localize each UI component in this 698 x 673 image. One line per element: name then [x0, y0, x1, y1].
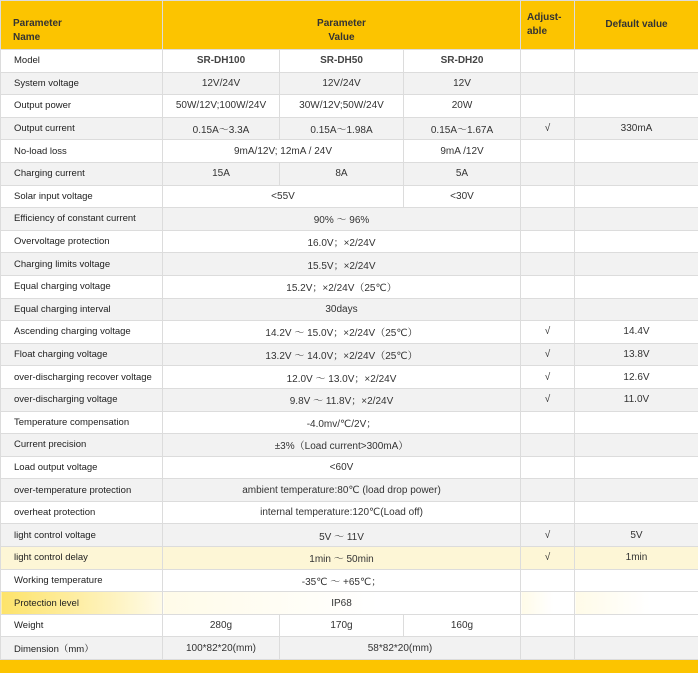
- adjustable-cell: [521, 95, 575, 118]
- row-label: Solar input voltage: [1, 185, 163, 208]
- value-cell: <30V: [404, 185, 521, 208]
- table-row: [1, 117, 698, 140]
- value-cell: 9mA /12V: [404, 140, 521, 163]
- table-row: [1, 230, 698, 253]
- adjustable-cell: [521, 208, 575, 231]
- table-row: [1, 321, 698, 344]
- row-label: Overvoltage protection: [1, 230, 163, 253]
- value-cell: 12V/24V: [163, 72, 280, 95]
- default-value-cell: [575, 95, 698, 118]
- value-cell: ambient temperature:80℃ (load drop power): [163, 479, 521, 502]
- default-value-cell: 12.6V: [575, 366, 698, 389]
- default-value-cell: [575, 50, 698, 73]
- adjustable-cell: [521, 637, 575, 660]
- row-label: light control delay: [1, 547, 163, 570]
- row-label: Efficiency of constant current: [1, 208, 163, 231]
- row-label: Temperature compensation: [1, 411, 163, 434]
- row-label: Model: [1, 50, 163, 73]
- table-row: [1, 343, 698, 366]
- header-adjustable: Adjust- able: [521, 1, 575, 50]
- model-sr-dh20: SR-DH20: [404, 50, 521, 73]
- value-cell: 20W: [404, 95, 521, 118]
- checkmark-icon: √: [521, 321, 575, 344]
- row-label: Charging limits voltage: [1, 253, 163, 276]
- footer-accent-bar: [0, 660, 698, 673]
- row-label: Output current: [1, 117, 163, 140]
- checkmark-icon: √: [521, 343, 575, 366]
- header-default-value: Default value: [575, 1, 698, 50]
- default-value-cell: 1min: [575, 547, 698, 570]
- table-row: [1, 275, 698, 298]
- row-label: over-discharging voltage: [1, 388, 163, 411]
- adjustable-cell: [521, 501, 575, 524]
- checkmark-icon: √: [521, 547, 575, 570]
- row-label: No-load loss: [1, 140, 163, 163]
- row-label: Protection level: [1, 592, 163, 615]
- value-cell: 13.2V ～ 14.0V；×2/24V（25℃）: [163, 343, 521, 366]
- default-value-cell: [575, 185, 698, 208]
- default-value-cell: 14.4V: [575, 321, 698, 344]
- value-cell: 0.15A～1.98A: [280, 117, 404, 140]
- row-label: over-temperature protection: [1, 479, 163, 502]
- table-row: [1, 434, 698, 457]
- adjustable-cell: [521, 162, 575, 185]
- value-cell: 280g: [163, 614, 280, 637]
- adjustable-cell: [521, 185, 575, 208]
- table-row: [1, 140, 698, 163]
- table-row: [1, 388, 698, 411]
- default-value-cell: [575, 479, 698, 502]
- default-value-cell: [575, 208, 698, 231]
- adjustable-cell: [521, 140, 575, 163]
- default-value-cell: [575, 275, 698, 298]
- value-cell: 8A: [280, 162, 404, 185]
- table-row: [1, 253, 698, 276]
- table-row: [1, 479, 698, 502]
- adjustable-cell: [521, 72, 575, 95]
- adjustable-cell: [521, 275, 575, 298]
- table-row: [1, 501, 698, 524]
- value-cell: 90% ～ 96%: [163, 208, 521, 231]
- default-value-cell: 13.8V: [575, 343, 698, 366]
- value-cell: <55V: [163, 185, 404, 208]
- row-label: Equal charging voltage: [1, 275, 163, 298]
- value-cell: 12V: [404, 72, 521, 95]
- default-value-cell: [575, 411, 698, 434]
- value-cell: 12.0V ～ 13.0V；×2/24V: [163, 366, 521, 389]
- table-row: [1, 72, 698, 95]
- table-row: [1, 298, 698, 321]
- checkmark-icon: √: [521, 366, 575, 389]
- value-cell: ±3%（Load current>300mA）: [163, 434, 521, 457]
- table-row: [1, 569, 698, 592]
- row-label: light control voltage: [1, 524, 163, 547]
- table-row: [1, 524, 698, 547]
- table-row: [1, 50, 698, 73]
- value-cell: 160g: [404, 614, 521, 637]
- adjustable-cell: [521, 230, 575, 253]
- value-cell: 15A: [163, 162, 280, 185]
- value-cell: 12V/24V: [280, 72, 404, 95]
- model-sr-dh50: SR-DH50: [280, 50, 404, 73]
- value-cell: 5A: [404, 162, 521, 185]
- default-value-cell: [575, 592, 698, 615]
- table-row: [1, 614, 698, 637]
- default-value-cell: [575, 298, 698, 321]
- row-label: System voltage: [1, 72, 163, 95]
- row-label: Load output voltage: [1, 456, 163, 479]
- value-cell: <60V: [163, 456, 521, 479]
- value-cell: 15.5V；×2/24V: [163, 253, 521, 276]
- table-row-highlighted: [1, 592, 698, 615]
- default-value-cell: [575, 614, 698, 637]
- header-parameter-value: Parameter Value: [163, 1, 521, 50]
- value-cell: 9mA/12V; 12mA / 24V: [163, 140, 404, 163]
- header-row: [1, 1, 698, 50]
- default-value-cell: [575, 456, 698, 479]
- default-value-cell: 11.0V: [575, 388, 698, 411]
- row-label: Float charging voltage: [1, 343, 163, 366]
- default-value-cell: [575, 253, 698, 276]
- row-label: Charging current: [1, 162, 163, 185]
- table-row: [1, 185, 698, 208]
- adjustable-cell: [521, 434, 575, 457]
- value-cell: 15.2V；×2/24V（25℃）: [163, 275, 521, 298]
- table-row: [1, 456, 698, 479]
- row-label: Weight: [1, 614, 163, 637]
- row-label: Dimension（mm）: [1, 637, 163, 660]
- table-row: [1, 637, 698, 660]
- adjustable-cell: [521, 569, 575, 592]
- adjustable-cell: [521, 456, 575, 479]
- value-cell: -4.0mv/℃/2V；: [163, 411, 521, 434]
- row-label: Output power: [1, 95, 163, 118]
- default-value-cell: [575, 140, 698, 163]
- adjustable-cell: [521, 253, 575, 276]
- adjustable-cell: [521, 614, 575, 637]
- adjustable-cell: [521, 50, 575, 73]
- value-cell: 58*82*20(mm): [280, 637, 521, 660]
- row-label: Ascending charging voltage: [1, 321, 163, 344]
- row-label: over-discharging recover voltage: [1, 366, 163, 389]
- value-cell: IP68: [163, 592, 521, 615]
- value-cell: 0.15A～3.3A: [163, 117, 280, 140]
- row-label: overheat protection: [1, 501, 163, 524]
- value-cell: 5V ～ 11V: [163, 524, 521, 547]
- adjustable-cell: [521, 479, 575, 502]
- value-cell: 30W/12V;50W/24V: [280, 95, 404, 118]
- value-cell: -35℃ ～ +65℃；: [163, 569, 521, 592]
- default-value-cell: [575, 162, 698, 185]
- value-cell: 14.2V ～ 15.0V；×2/24V（25℃）: [163, 321, 521, 344]
- table-row: [1, 208, 698, 231]
- value-cell: internal temperature:120℃(Load off): [163, 501, 521, 524]
- table-row-highlighted: [1, 547, 698, 570]
- checkmark-icon: √: [521, 524, 575, 547]
- value-cell: 30days: [163, 298, 521, 321]
- checkmark-icon: √: [521, 117, 575, 140]
- default-value-cell: 5V: [575, 524, 698, 547]
- model-sr-dh100: SR-DH100: [163, 50, 280, 73]
- row-label: Equal charging interval: [1, 298, 163, 321]
- table-row: [1, 366, 698, 389]
- default-value-cell: [575, 434, 698, 457]
- table-row: [1, 411, 698, 434]
- row-label: Current precision: [1, 434, 163, 457]
- value-cell: 16.0V；×2/24V: [163, 230, 521, 253]
- value-cell: 50W/12V;100W/24V: [163, 95, 280, 118]
- header-parameter-name: Parameter Name: [1, 1, 163, 50]
- table-row: [1, 95, 698, 118]
- adjustable-cell: [521, 592, 575, 615]
- row-label: Working temperature: [1, 569, 163, 592]
- value-cell: 170g: [280, 614, 404, 637]
- checkmark-icon: √: [521, 388, 575, 411]
- value-cell: 100*82*20(mm): [163, 637, 280, 660]
- value-cell: 1min ～ 50min: [163, 547, 521, 570]
- value-cell: 0.15A～1.67A: [404, 117, 521, 140]
- default-value-cell: [575, 501, 698, 524]
- default-value-cell: [575, 637, 698, 660]
- default-value-cell: 330mA: [575, 117, 698, 140]
- default-value-cell: [575, 569, 698, 592]
- value-cell: 9.8V ～ 11.8V；×2/24V: [163, 388, 521, 411]
- default-value-cell: [575, 230, 698, 253]
- default-value-cell: [575, 72, 698, 95]
- adjustable-cell: [521, 411, 575, 434]
- adjustable-cell: [521, 298, 575, 321]
- table-row: [1, 162, 698, 185]
